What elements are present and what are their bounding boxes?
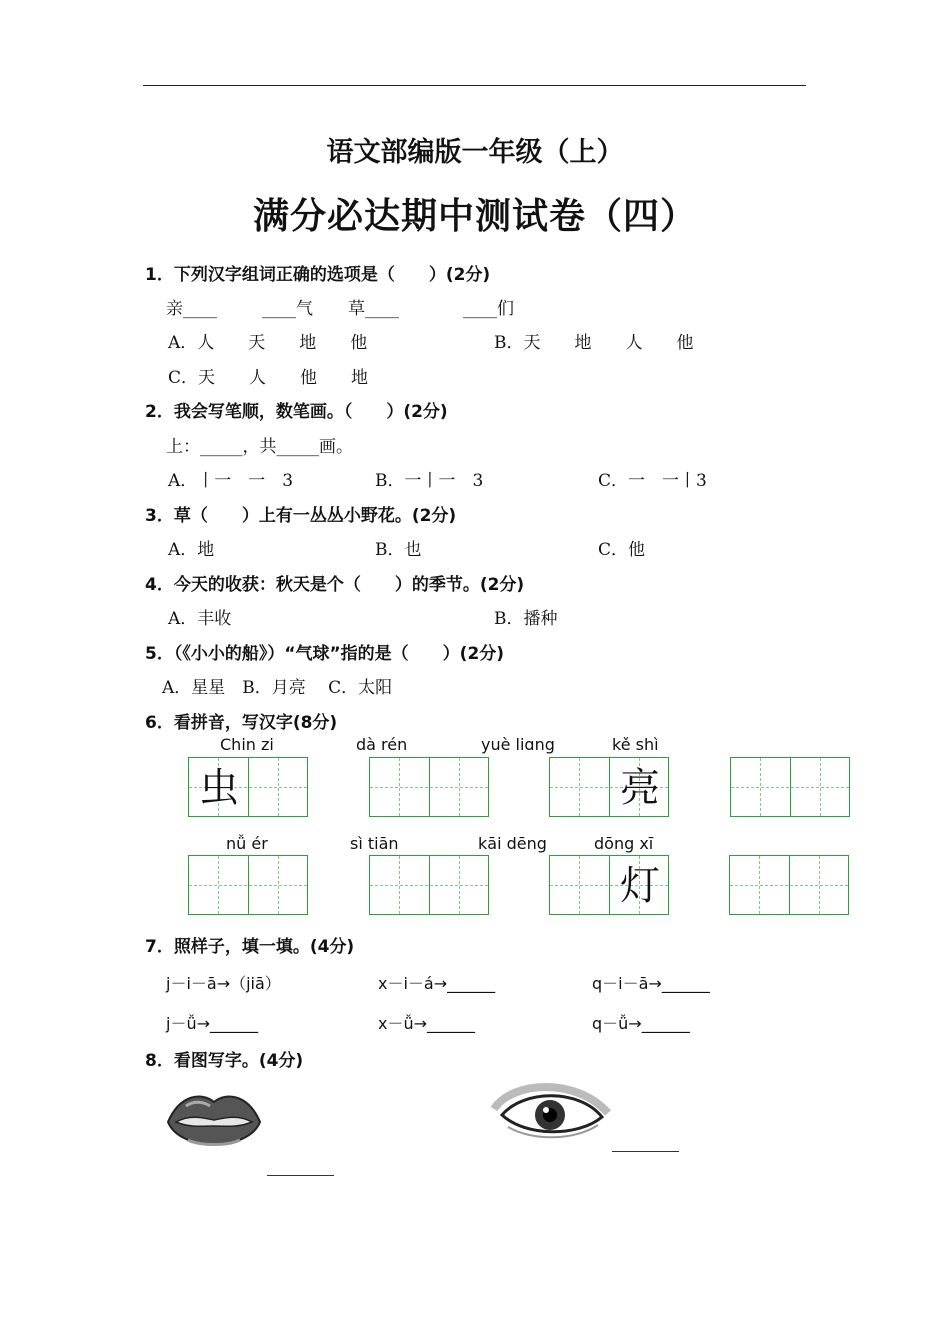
q4-option-b: B．播种 (494, 609, 558, 629)
q7-item-qu: q－ǚ→______ (592, 1014, 690, 1033)
q1-word-1: 亲____ (166, 299, 217, 319)
q3-option-b: B．也 (375, 540, 422, 560)
exam-subtitle: 语文部编版一年级（上） (326, 137, 624, 168)
q3-option-a: A．地 (168, 540, 215, 560)
pinyin-dong-xi: dōng xī (594, 834, 654, 853)
writing-grid-4[interactable] (730, 757, 850, 817)
pinyin-nu-er: nǚ ér (226, 834, 268, 853)
writing-grid-8[interactable] (729, 855, 849, 915)
q2-line: 上：_____，共_____画。 (166, 437, 353, 457)
answer-blank-eye[interactable] (612, 1151, 679, 1152)
pinyin-da-ren: dà rén (356, 735, 408, 754)
exam-title: 满分必达期中测试卷（四） (252, 195, 697, 237)
q7-stem: 7．照样子，填一填。(4分) (145, 937, 355, 957)
pinyin-si-tian: sì tiān (350, 834, 399, 853)
writing-grid-1[interactable] (188, 757, 308, 817)
q1-word-2: ____气 (262, 299, 313, 319)
q1-stem: 1．下列汉字组词正确的选项是（ ）(2分) (145, 265, 491, 285)
char-deng: 灯 (620, 863, 660, 909)
q3-option-c: C．他 (598, 540, 646, 560)
header-rule (143, 85, 806, 86)
q1-word-4: ____们 (463, 299, 514, 319)
eye-image (488, 1083, 613, 1143)
writing-grid-6[interactable] (369, 855, 489, 915)
q1-option-c: C．天 人 他 地 (168, 368, 369, 388)
q7-item-xu: x－ǚ→______ (378, 1014, 476, 1033)
writing-grid-2[interactable] (369, 757, 489, 817)
q5-stem: 5．（《小小的船》）“气球”指的是（ ）(2分) (145, 644, 505, 664)
q2-option-a: A．丨一 一 3 (168, 471, 294, 491)
q7-item-ju: j－ǚ→______ (166, 1014, 258, 1033)
q8-stem: 8．看图写字。(4分) (145, 1051, 304, 1071)
q4-option-a: A．丰收 (168, 609, 232, 629)
pinyin-chong-zi: Chin zi (220, 735, 274, 754)
q7-example-jia: j－i－ā→（jiā） (166, 974, 281, 993)
pinyin-kai-deng: kāi dēng (478, 834, 547, 853)
q3-stem: 3．草（ ）上有一丛丛小野花。(2分) (145, 506, 457, 526)
char-chong: 虫 (199, 765, 239, 811)
q2-option-c: C．一 一丨3 (598, 471, 707, 491)
q2-stem: 2．我会写笔顺，数笔画。（ ）(2分) (145, 402, 448, 422)
pinyin-yue-liang: yuè liɑng (481, 735, 555, 754)
writing-grid-5[interactable] (188, 855, 308, 915)
answer-blank-mouth[interactable] (267, 1175, 334, 1176)
q1-option-b: B．天 地 人 他 (494, 333, 694, 353)
q1-option-a: A．人 天 地 他 (168, 333, 368, 353)
writing-grid-3[interactable] (549, 757, 669, 817)
q7-item-xia: x－i－á→______ (378, 974, 496, 993)
q6-stem: 6．看拼音，写汉字(8分) (145, 713, 338, 733)
q4-stem: 4．今天的收获：秋天是个（ ）的季节。(2分) (145, 575, 525, 595)
char-liang: 亮 (620, 765, 660, 811)
q1-word-3: 草____ (348, 299, 399, 319)
mouth-image (164, 1088, 264, 1158)
q5-options: A．星星 B．月亮 C．太阳 (162, 678, 393, 698)
q2-option-b: B．一丨一 3 (375, 471, 484, 491)
writing-grid-7[interactable] (549, 855, 669, 915)
q7-item-qia: q－i－ā→______ (592, 974, 710, 993)
pinyin-ke-shi: kě shì (612, 735, 659, 754)
